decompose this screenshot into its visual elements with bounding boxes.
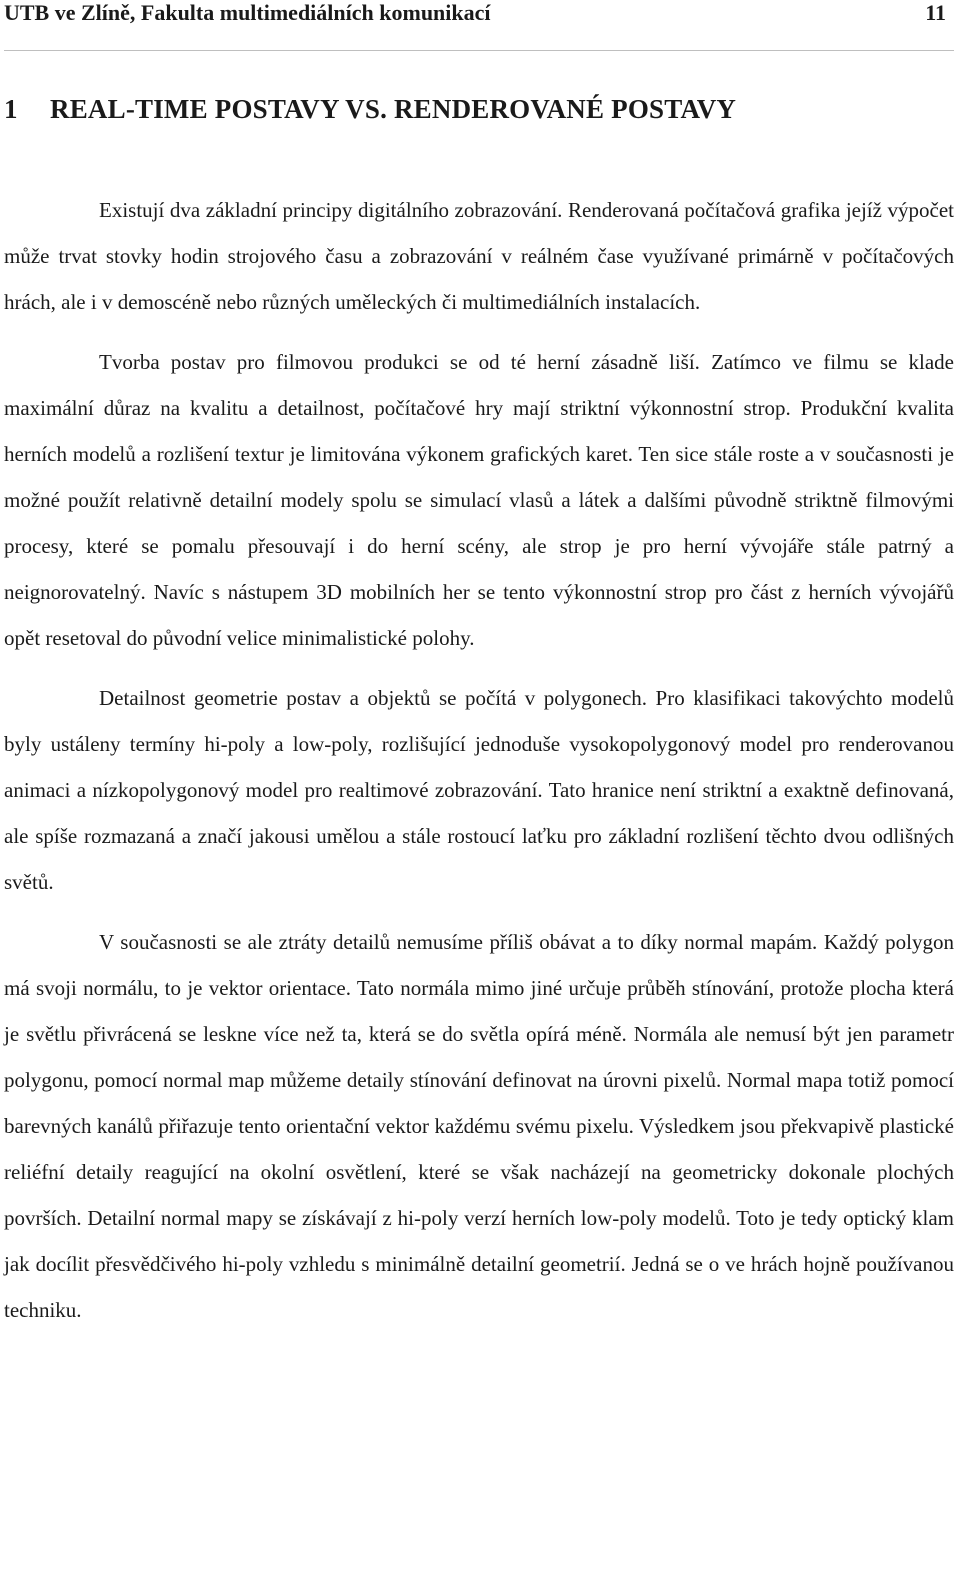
chapter-heading [4, 91, 954, 127]
paragraph-principles: Existují dva základní principy digitálního zobrazování. Renderovaná počítačová grafika jejíž výpočet může trvat stovky hodin strojového času a zobrazování v reálném čase využívané primárně v počítačových hrách, ale i v demoscéně nebo různých uměleckých či multimediálních instalacích. [4, 198, 954, 314]
header-title: UTB ve Zlíně, Fakulta multimediálních komunikací [4, 0, 491, 25]
chapter-number: 1 [4, 94, 18, 124]
body-text [4, 187, 954, 1333]
page-number: 11 [925, 0, 946, 25]
chapter-title: REAL-TIME POSTAVY VS. RENDEROVANÉ POSTAVY [50, 94, 737, 124]
paragraph-film-vs-games: Tvorba postav pro filmovou produkci se od té herní zásadně liší. Zatímco ve filmu se klade maximální důraz na kvalitu a detailnost, počítačové hry mají striktní výkonnostní strop. Produkční kvalita herních modelů a rozlišení textur je limitována výkonem grafických karet. Ten sice stále roste a v současnosti je možné použít relativně detailní modely spolu se simulací vlasů a látek a dalšími původně striktně filmovými procesy, které se pomalu přesouvají i do herní scény, ale strop je pro herní vývojáře stále patrný a neignorovatelný. Navíc s nástupem 3D mobilních her se tento výkonnostní strop pro část z herních vývojářů opět resetoval do původní velice minimalistické polohy. [4, 350, 954, 650]
paragraph-normal-maps: V současnosti se ale ztráty detailů nemusíme příliš obávat a to díky normal mapám. Každý polygon má svoji normálu, to je vektor orientace. Tato normála mimo jiné určuje průběh stínování, protože plocha která je světlu přivrácená se leskne více než ta, která se do světla opírá méně. Normála ale nemusí být jen parametr polygonu, pomocí normal map můžeme detaily stínování definovat na úrovni pixelů. Normal mapa totiž pomocí barevných kanálů přiřazuje tento orientační vektor každému svému pixelu. Výsledkem jsou překvapivě plastické reliéfní detaily reagující na okolní osvětlení, které se však nacházejí na geometricky dokonale plochých površích. Detailní normal mapy se získávají z hi-poly verzí herních low-poly modelů. Toto je tedy optický klam jak docílit přesvědčivého hi-poly vzhledu s minimálně detailní geometrií. Jedná se o ve hrách hojně používanou techniku. [4, 930, 954, 1322]
paragraph-polygons: Detailnost geometrie postav a objektů se počítá v polygonech. Pro klasifikaci takovýchto modelů byly ustáleny termíny hi-poly a low-poly, rozlišující jednoduše vysokopolygonový model pro renderovanou animaci a nízkopolygonový model pro realtimové zobrazování. Tato hranice není striktní a exaktně definovaná, ale spíše rozmazaná a značí jakousi umělou a stále rostoucí laťku pro základní rozlišení těchto dvou odlišných světů. [4, 686, 954, 894]
running-header [4, 0, 954, 51]
